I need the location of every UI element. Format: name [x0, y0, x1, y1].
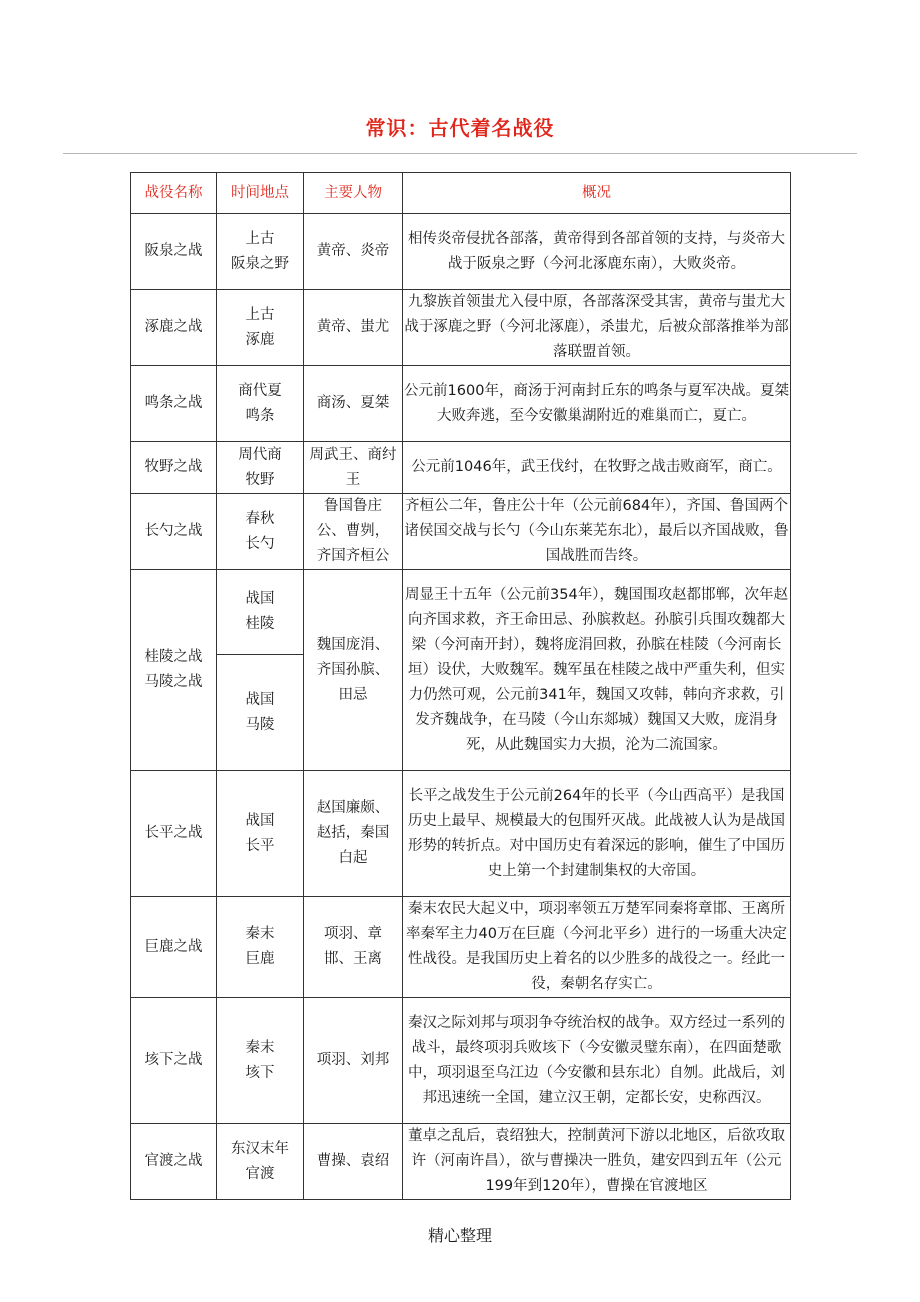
battle-time-place: [217, 897, 304, 998]
battle-name: 巨鹿之战: [131, 897, 217, 998]
battle-time: 秦末: [245, 1039, 275, 1056]
battle-overview: 公元前1046年，武王伐纣，在牧野之战击败商军，商亡。: [403, 442, 791, 494]
battle-time-place: [217, 1124, 304, 1200]
battle-people: 黄帝、蚩尤: [304, 290, 403, 366]
header-people: 主要人物: [304, 173, 403, 214]
battle-name: 牧野之战: [131, 442, 217, 494]
battle-time-place: [217, 494, 304, 570]
battle-time-place: [217, 366, 304, 442]
battle-place: 长平: [245, 837, 275, 854]
battle-time-place: [217, 442, 304, 494]
battle-overview: 秦汉之际刘邦与项羽争夺统治权的战争。双方经过一系列的战斗，最终项羽兵败垓下（今安徽灵璧东南），在四面楚歌中，项羽退至乌江边（今安徽和县东北）自刎。此战后，刘邦迅速统一全国，建立汉王朝，定都长安，史称西汉。: [403, 998, 791, 1124]
battle-people: 赵国廉颇、赵括，秦国白起: [304, 771, 403, 897]
battle-name: 官渡之战: [131, 1124, 217, 1200]
battle-time: 秦末: [245, 926, 275, 942]
battle-people: 黄帝、炎帝: [304, 214, 403, 290]
table-row: [131, 366, 791, 442]
page-footer: 精心整理: [427, 1226, 492, 1245]
battle-place: 垓下: [245, 1064, 275, 1081]
battle-time-place: [217, 998, 304, 1124]
table-row: [131, 1124, 791, 1200]
table-row: [131, 998, 791, 1124]
battle-name: 阪泉之战: [131, 214, 217, 290]
battle-place: 阪泉之野: [231, 255, 289, 272]
header-name: 战役名称: [131, 173, 217, 214]
battle-time: 东汉末年: [231, 1140, 289, 1157]
header-overview: 概况: [403, 173, 791, 214]
battle-overview: 相传炎帝侵扰各部落，黄帝得到各部首领的支持，与炎帝大战于阪泉之野（今河北涿鹿东南），大败炎帝。: [403, 214, 791, 290]
battle-name: 桂陵之战马陵之战: [131, 570, 217, 771]
battle-time-place: [217, 655, 304, 771]
battle-place: 桂陵: [245, 616, 275, 632]
battle-name: 鸣条之战: [131, 366, 217, 442]
table-row: [131, 442, 791, 494]
battle-people: 项羽、刘邦: [304, 998, 403, 1124]
battle-time: 春秋: [245, 510, 275, 527]
battle-time: 上古: [245, 230, 275, 247]
title-divider: [63, 153, 857, 154]
battle-people: 商汤、夏桀: [304, 366, 403, 442]
table-row: [131, 214, 791, 290]
battle-time-place: [217, 570, 304, 655]
battle-people: 曹操、袁绍: [304, 1124, 403, 1200]
battle-overview: 齐桓公二年，鲁庄公十年（公元前684年），齐国、鲁国两个诸侯国交战与长勺（今山东莱芜东北），最后以齐国战败，鲁国战胜而告终。: [403, 494, 791, 570]
battle-place: 涿鹿: [245, 331, 275, 348]
table-header-row: [131, 173, 791, 214]
battle-overview: 长平之战发生于公元前264年的长平（今山西高平）是我国历史上最早、规模最大的包围歼灭战。此战被人认为是战国形势的转折点。对中国历史有着深远的影响，催生了中国历史上第一个封建制集权的大帝国。: [403, 771, 791, 897]
battle-place: 巨鹿: [245, 951, 275, 967]
battle-name: 涿鹿之战: [131, 290, 217, 366]
battle-people: 周武王、商纣王: [304, 442, 403, 494]
battle-place: 牧野: [245, 471, 275, 488]
battle-people: 鲁国鲁庄公、曹刿，齐国齐桓公: [304, 494, 403, 570]
battle-overview: 公元前1600年，商汤于河南封丘东的鸣条与夏军决战。夏桀大败奔逃，至今安徽巢湖附近的难巢而亡，夏亡。: [403, 366, 791, 442]
battle-overview: 周显王十五年（公元前354年），魏国围攻赵都邯郸，次年赵向齐国求救，齐王命田忌、孙膑救赵。孙膑引兵围攻魏都大梁（今河南开封），魏将庞涓回救，孙膑在桂陵（今河南长垣）设伏，大败魏军。魏军虽在桂陵之战中严重失利，但实力仍然可观，公元前341年，魏国又攻韩，韩向齐求救，引发齐魏战争，在马陵（今山东郯城）魏国又大败，庞涓身死，从此魏国实力大损，沦为二流国家。: [403, 570, 791, 771]
battle-name: 长勺之战: [131, 494, 217, 570]
battles-table: [130, 172, 791, 1200]
battle-name: 垓下之战: [131, 998, 217, 1124]
battle-overview: 秦末农民大起义中，项羽率领五万楚军同秦将章邯、王离所率秦军主力40万在巨鹿（今河北平乡）进行的一场重大决定性战役。是我国历史上着名的以少胜多的战役之一。经此一役，秦朝名存实亡。: [403, 897, 791, 998]
battle-overview: 九黎族首领蚩尤入侵中原，各部落深受其害，黄帝与蚩尤大战于涿鹿之野（今河北涿鹿），杀蚩尤，后被众部落推举为部落联盟首领。: [403, 290, 791, 366]
battle-place: 鸣条: [245, 407, 275, 424]
table-row: [131, 570, 791, 655]
table-row: [131, 494, 791, 570]
table-row: [131, 771, 791, 897]
header-time-place: 时间地点: [217, 173, 304, 214]
battle-place: 官渡: [245, 1165, 275, 1182]
battle-name: 长平之战: [131, 771, 217, 897]
battle-time: 上古: [245, 306, 275, 323]
battle-time: 战国: [245, 812, 275, 829]
battle-place: 马陵: [245, 716, 275, 733]
battle-place: 长勺: [245, 535, 275, 552]
battle-time: 商代夏: [238, 382, 282, 399]
battle-overview: 董卓之乱后，袁绍独大，控制黄河下游以北地区，后欲攻取许（河南许昌），欲与曹操决一胜负，建安四到五年（公元199年到120年），曹操在官渡地区: [403, 1124, 791, 1200]
battle-time: 周代商: [238, 446, 282, 463]
battle-people: 项羽、章邯、王离: [304, 897, 403, 998]
page-title: 常识：古代着名战役: [365, 116, 555, 140]
battle-time: 战国: [245, 591, 275, 607]
battle-people: 魏国庞涓、齐国孙膑、田忌: [304, 570, 403, 771]
table-row: [131, 290, 791, 366]
battle-time-place: [217, 290, 304, 366]
battle-time-place: [217, 214, 304, 290]
table-row: [131, 897, 791, 998]
battle-time: 战国: [245, 691, 275, 708]
battle-time-place: [217, 771, 304, 897]
